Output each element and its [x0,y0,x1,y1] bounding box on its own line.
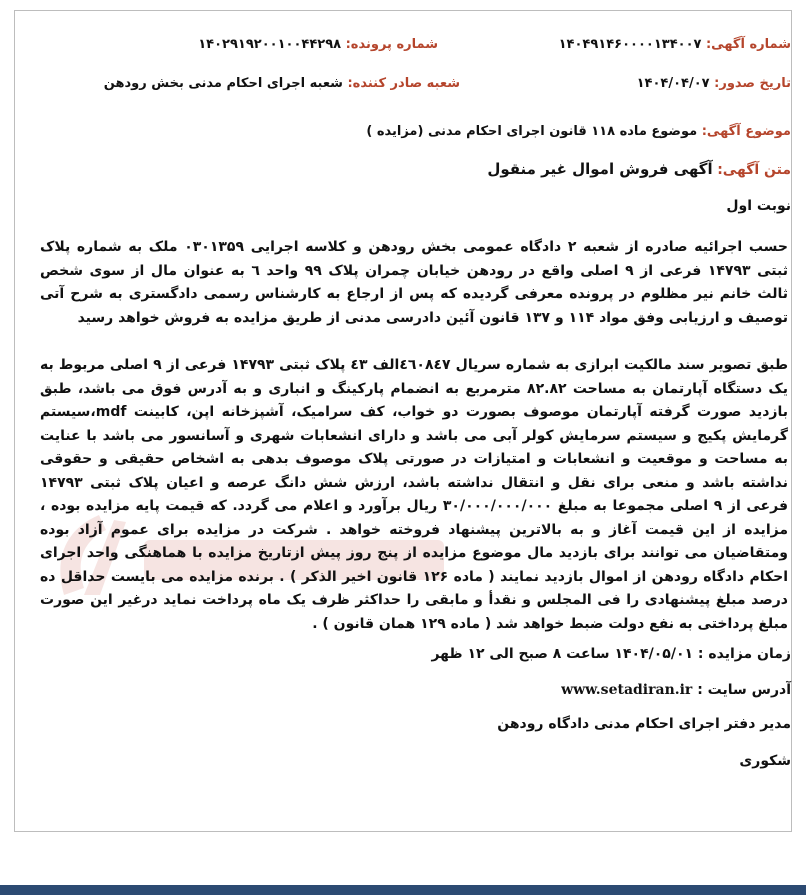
issuer-value: شعبه اجرای احکام مدنی بخش رودهن [103,76,343,91]
notice-number-value: ۱۴۰۴۹۱۴۶۰۰۰۰۱۳۴۰۰۷ [558,37,702,52]
issue-date-value: ۱۴۰۴/۰۴/۰۷ [636,76,710,91]
paragraph-description: طبق تصویر سند مالکیت ابرازی به شماره سریال ٤٦٠٨٤٧الف ٤٣ پلاک ثبتی ۱۴۷۹۳ فرعی از ۹ اصلی مربوط به یک دستگاه آپارتمان به مساحت ۸۲.۸۲ مترمربع به انضمام پارکینگ و انباری و به آدرس فوق می باشد، طبق بازدید صورت گرفته آپارتمان موصوف بصورت دو خواب، کف سرامیک، آشپزخانه اپن، کابینت mdf،سیستم گرمایش پکیج و سیستم سرمایش کولر آبی می باشد و دارای انشعابات شهری و آسانسور می باشد با عنایت به مساحت و موقعیت و انشعابات و امتیازات در صورتی پلاک موصوف بدهی به اشخاص حقیقی و حقوقی نداشته باشد و منعی برای نقل و انتقال نداشته باشد، ارزش شش دانگ عرصه و اعیان پلاک ثبتی ۱۴۷۹۳ فرعی از ۹ اصلی مجموعا به مبلغ ۳۰/۰۰۰/۰۰۰/۰۰۰ ریال برآورد و اعلام می گردد. که قیمت پایه مزایده بوده ، مزایده از این قیمت آغاز و به بالاترین پیشنهاد فروخته خواهد . شرکت در مزایده برای عموم آزاد بوده ومتقاضیان می توانند برای بازدید مال موضوع مزایده از پنج روز پیش ازتاریخ مزایده با هماهنگی واحد اجرای احکام دادگاه رودهن از اموال بازدید نمایند ( ماده ۱۲۶ قانون اخیر الذکر ) . برنده مزایده می بایست حداقل ده درصد مبلغ پیشنهادی را فی المجلس و نقدأ و مابقی را حداکثر ظرف یک ماه پرداخت نماید درغیر این صورت مبلغ پرداختی به نفع دولت ضبط خواهد شد ( ماده ۱۲۹ همان قانون ) . [40,357,789,632]
notice-number-label: شماره آگهی: [705,37,791,52]
site-label: آدرس سایت : [697,682,791,698]
case-number-label: شماره پرونده: [345,37,438,52]
issuer-label: شعبه صادر کننده: [347,76,460,91]
signature-name: شکوری [739,753,791,769]
issuer [104,76,460,91]
notice-text-title: آگهی فروش اموال غیر منقول [487,160,713,178]
notice-number [559,37,791,52]
case-number [198,37,438,52]
issue-date [637,76,791,91]
auction-time: زمان مزایده : ۱۴۰۴/۰۵/۰۱ ساعت ۸ صبح الی ۱۲ ظهر [431,646,791,662]
signature-title: مدیر دفتر اجرای احکام مدنی دادگاه رودهن [497,716,791,732]
site-link[interactable]: www.setadiran.ir [561,682,693,698]
bottom-bar [0,885,806,895]
round-label: نوبت اول [726,198,791,214]
paragraph-execution: حسب اجرائیه صادره از شعبه ۲ دادگاه عمومی بخش رودهن و کلاسه اجرایی ۰۳۰۱۳۵۹ ملک به شماره پلاک ثبتی ۱۴۷۹۳ فرعی از ۹ اصلی واقع در رودهن خیابان چمران پلاک ۹۹ واحد ٦ به عنوان مال از سوی شخص ثالث خانم نیر مظلوم در پرونده معرفی گردیده که پس از ارجاع به کارشناس رسمی دادگستری به شرح آتی توصیف و ارزیابی وفق مواد ۱۱۴ و ۱۳۷ قانون آئین دادرسی مدنی از طریق مزایده به فروش خواهد رسید [40,239,788,326]
subject [366,124,791,139]
notice-text-header [487,160,791,178]
subject-label: موضوع آگهی: [701,124,791,139]
case-number-value: ۱۴۰۲۹۱۹۲۰۰۱۰۰۴۴۲۹۸ [198,37,342,52]
issue-date-label: تاریخ صدور: [714,76,791,91]
notice-text-label: متن آگهی: [717,162,791,178]
site-row [561,682,791,698]
subject-value: موضوع ماده ۱۱۸ قانون اجرای احکام مدنی (مزایده ) [366,124,698,139]
